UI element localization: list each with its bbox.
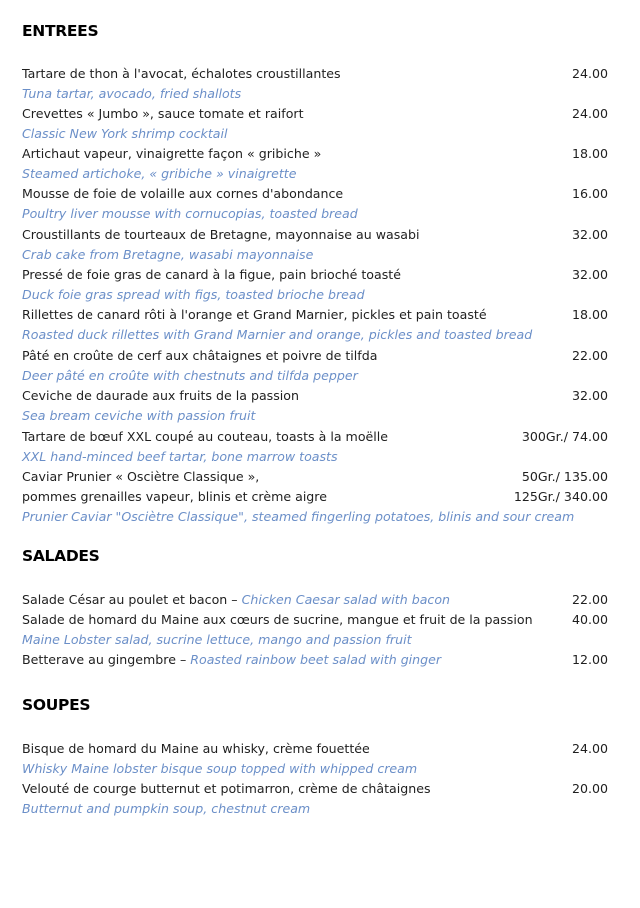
dish-name-en: Roasted duck rillettes with Grand Marnier and orange, pickles and toasted bread (22, 327, 533, 342)
menu-item (22, 305, 608, 325)
section-title-soupes: SOUPES (22, 696, 91, 714)
dish-price: 22.00 (571, 348, 608, 363)
dish-name-fr: Velouté de courge butternut et potimarron, crème de châtaignes (22, 781, 431, 796)
dish-name-en: Roasted rainbow beet salad with ginger (190, 652, 442, 667)
menu-item (22, 184, 608, 204)
menu-item (22, 346, 608, 366)
dish-name-en: Deer pâté en croûte with chestnuts and tilfda pepper (22, 368, 358, 383)
dish-name-en: Duck foie gras spread with figs, toasted brioche bread (22, 287, 365, 302)
dish-name-fr: Ceviche de daurade aux fruits de la passion (22, 388, 299, 403)
dish-name-fr: Rillettes de canard rôti à l'orange et Grand Marnier, pickles et pain toasté (22, 307, 487, 322)
menu-item-caviar (22, 467, 608, 487)
dish-name-en: Sea bream ceviche with passion fruit (22, 408, 256, 423)
dish-name-en: Tuna tartar, avocado, fried shallots (22, 86, 242, 101)
menu-item-caviar-line2 (22, 487, 608, 507)
dish-name-en: Poultry liver mousse with cornucopias, toasted bread (22, 206, 358, 221)
menu-item (22, 650, 608, 670)
dish-name-en: Chicken Caesar salad with bacon (241, 592, 451, 607)
dish-price: 18.00 (571, 146, 608, 161)
dish-price: 22.00 (571, 592, 608, 607)
menu-item (22, 427, 608, 447)
menu-item (22, 386, 608, 406)
dish-price: 300Gr./ 74.00 (521, 429, 608, 444)
menu-item (22, 610, 608, 630)
dish-name-en: Steamed artichoke, « gribiche » vinaigrette (22, 166, 297, 181)
menu-item (22, 590, 608, 610)
dish-name-fr: Croustillants de tourteaux de Bretagne, mayonnaise au wasabi (22, 227, 420, 242)
dish-name-fr: Pâté en croûte de cerf aux châtaignes et poivre de tilfda (22, 348, 378, 363)
dish-name-fr: Salade de homard du Maine aux cœurs de sucrine, mangue et fruit de la passion (22, 612, 533, 627)
dish-name-en: Butternut and pumpkin soup, chestnut cream (22, 801, 311, 816)
dish-price: 32.00 (571, 267, 608, 282)
dish-price: 32.00 (571, 227, 608, 242)
dish-name-fr: Bisque de homard du Maine au whisky, crème fouettée (22, 741, 370, 756)
dish-name-en: XXL hand-minced beef tartar, bone marrow toasts (22, 449, 338, 464)
dish-name-fr: Mousse de foie de volaille aux cornes d'abondance (22, 186, 344, 201)
dish-name-fr: Tartare de thon à l'avocat, échalotes croustillantes (22, 66, 341, 81)
menu-item (22, 225, 608, 245)
menu-item (22, 104, 608, 124)
dish-name-en: Maine Lobster salad, sucrine lettuce, mango and passion fruit (22, 632, 412, 647)
dish-price: 16.00 (571, 186, 608, 201)
dish-price: 50Gr./ 135.00 (521, 469, 608, 484)
dish-name-fr: Salade César au poulet et bacon – (22, 592, 242, 607)
dish-name-fr: Tartare de bœuf XXL coupé au couteau, toasts à la moëlle (22, 429, 389, 444)
section-title-salades: SALADES (22, 547, 100, 565)
menu-item (22, 144, 608, 164)
dish-price: 20.00 (571, 781, 608, 796)
dish-name-en: Whisky Maine lobster bisque soup topped with whipped cream (22, 761, 418, 776)
menu-item (22, 739, 608, 759)
section-title-entrees: ENTREES (22, 22, 99, 40)
dish-name-fr: Caviar Prunier « Osciètre Classique », (22, 469, 260, 484)
dish-name-fr: Pressé de foie gras de canard à la figue, pain brioché toasté (22, 267, 401, 282)
dish-price: 32.00 (571, 388, 608, 403)
dish-price: 24.00 (571, 741, 608, 756)
dish-name-en: Classic New York shrimp cocktail (22, 126, 228, 141)
dish-name-en: Prunier Caviar "Osciètre Classique", steamed fingerling potatoes, blinis and sour cream (22, 509, 575, 524)
dish-name-fr: pommes grenailles vapeur, blinis et crème aigre (22, 489, 327, 504)
dish-name-fr: Crevettes « Jumbo », sauce tomate et raifort (22, 106, 304, 121)
menu-item (22, 265, 608, 285)
dish-price: 40.00 (571, 612, 608, 627)
dish-name-fr: Artichaut vapeur, vinaigrette façon « gribiche » (22, 146, 322, 161)
dish-price: 125Gr./ 340.00 (513, 489, 608, 504)
menu-item (22, 779, 608, 799)
menu-item (22, 64, 608, 84)
dish-price: 24.00 (571, 66, 608, 81)
dish-price: 12.00 (571, 652, 608, 667)
dish-price: 24.00 (571, 106, 608, 121)
dish-name-fr: Betterave au gingembre – (22, 652, 191, 667)
dish-name-en: Crab cake from Bretagne, wasabi mayonnaise (22, 247, 314, 262)
dish-price: 18.00 (571, 307, 608, 322)
